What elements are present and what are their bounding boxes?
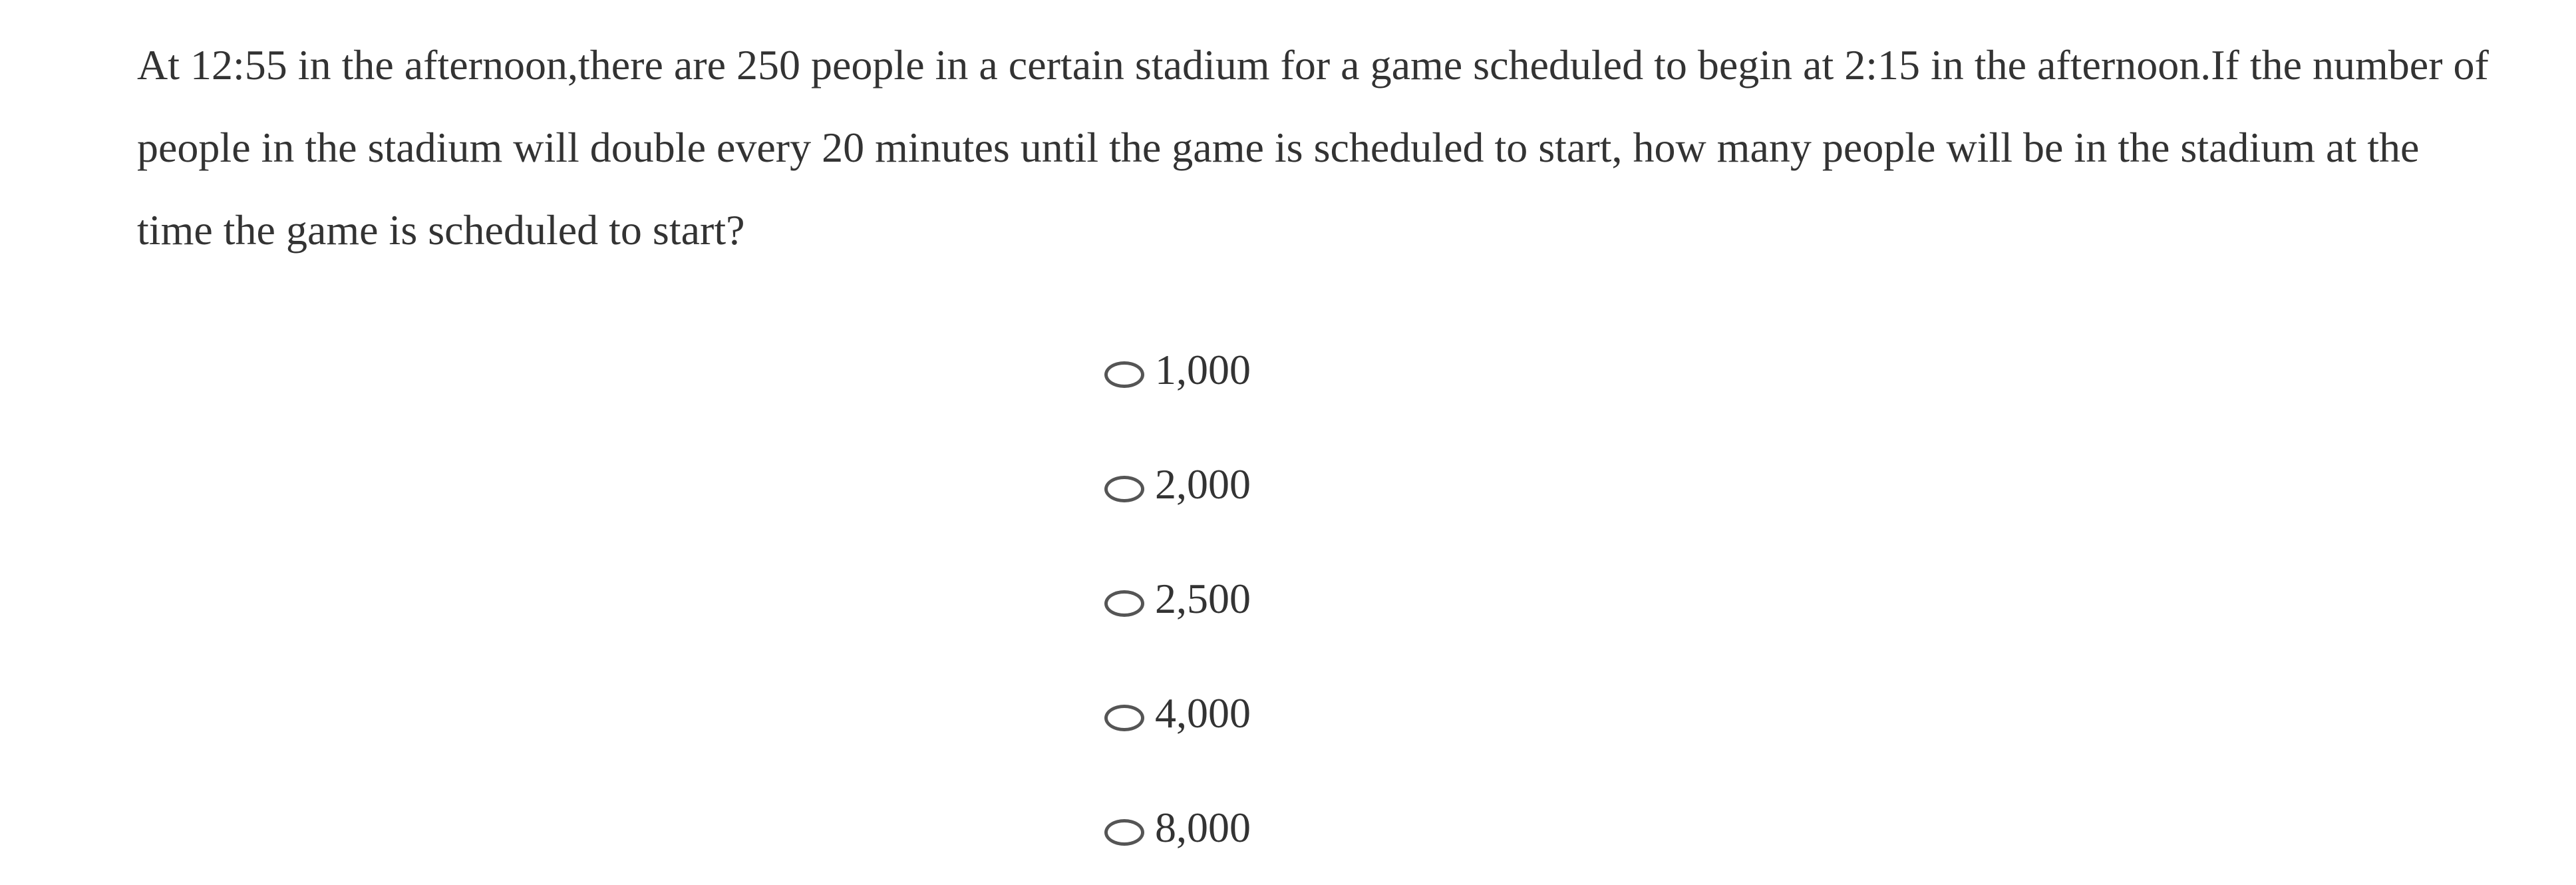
choice-label: 2,000: [1155, 460, 1251, 508]
radio-button-icon[interactable]: [1104, 590, 1144, 617]
radio-button-icon[interactable]: [1104, 361, 1144, 388]
choice-4[interactable]: [1104, 656, 1504, 771]
radio-button-icon[interactable]: [1104, 705, 1144, 731]
choice-2[interactable]: [1104, 427, 1504, 542]
choice-label: 8,000: [1155, 804, 1251, 851]
choice-label: 1,000: [1155, 346, 1251, 393]
choice-3[interactable]: [1104, 542, 1504, 656]
choice-label: 4,000: [1155, 689, 1251, 737]
choice-1[interactable]: [1104, 313, 1504, 427]
choice-5[interactable]: [1104, 771, 1504, 885]
choice-label: 2,500: [1155, 575, 1251, 622]
radio-button-icon[interactable]: [1104, 819, 1144, 846]
radio-button-icon[interactable]: [1104, 476, 1144, 502]
answer-choices: [1104, 313, 1504, 885]
question-text: At 12:55 in the afternoon,there are 250 people in a certain stadium for a game scheduled to begin at 2:15 in the afternoon.If the number of people in the stadium will double every 20 minutes until the game is scheduled to start, how many people will be in the stadium at the time the game is scheduled to start?: [137, 41, 2489, 254]
